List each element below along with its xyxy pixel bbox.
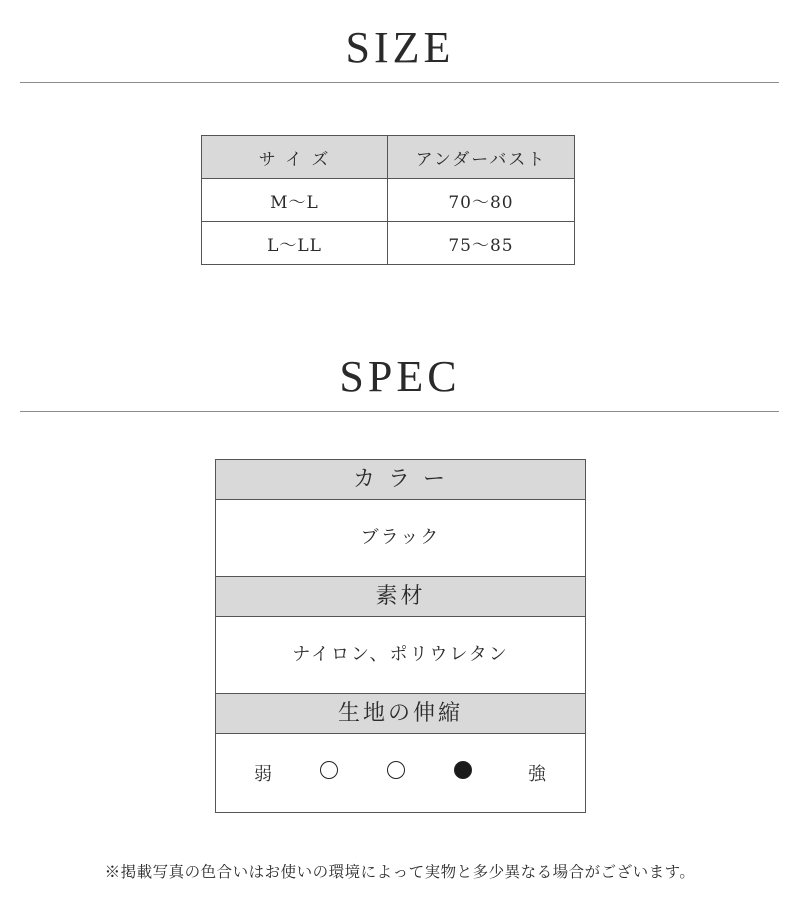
size-cell: L～LL — [202, 222, 388, 265]
stretch-strong-label: 強 — [528, 764, 546, 785]
underbust-cell: 70～80 — [388, 179, 575, 222]
stretch-weak-label: 弱 — [254, 764, 272, 785]
spec-table — [215, 459, 586, 813]
color-label: カ ラ ー — [216, 460, 585, 500]
color-value: ブラック — [216, 500, 585, 577]
spec-title: SPEC — [339, 352, 461, 401]
size-cell: M～L — [202, 179, 388, 222]
spec-divider — [20, 411, 779, 412]
table-row — [202, 179, 575, 222]
size-header-underbust: アンダーバスト — [388, 136, 575, 179]
stretch-scale — [216, 734, 585, 812]
size-header-size: サ イ ズ — [202, 136, 388, 179]
stretch-dot-1 — [320, 761, 338, 779]
size-table-header-row — [202, 136, 575, 179]
size-title: SIZE — [345, 23, 455, 72]
size-divider — [20, 82, 779, 83]
stretch-label: 生地の伸縮 — [216, 694, 585, 734]
underbust-cell: 75～85 — [388, 222, 575, 265]
material-label: 素材 — [216, 577, 585, 617]
size-table — [201, 135, 575, 265]
material-value: ナイロン、ポリウレタン — [216, 617, 585, 694]
disclaimer-note: ※掲載写真の色合いはお使いの環境によって実物と多少異なる場合がございます。 — [104, 863, 696, 881]
stretch-dot-3 — [454, 761, 472, 779]
stretch-dot-2 — [387, 761, 405, 779]
table-row — [202, 222, 575, 265]
